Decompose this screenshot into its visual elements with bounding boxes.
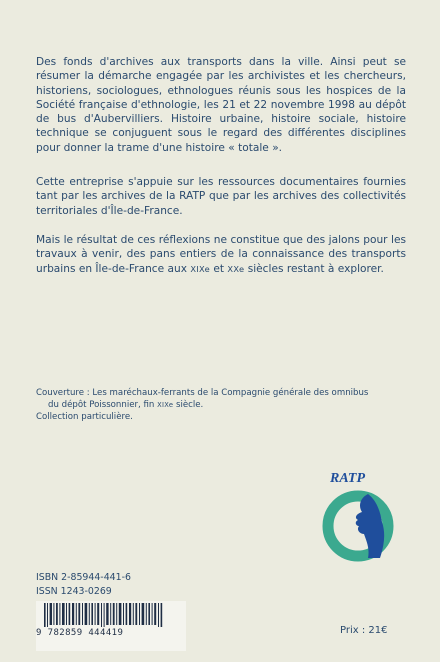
ratp-logo-icon — [310, 468, 406, 564]
description-paragraph-1: Des fonds d'archives aux transports dans la ville. Ainsi peut se résumer la démarche engagée par les archivistes et les chercheurs, historiens, sociologues, ethnologues réunis sous les hospices de la Société française d'ethnologie, les 21 et 22 novembre 1998 au dépôt de bus d'Aubervilliers. Histoire urbaine, histoire sociale, histoire technique se conjuguent sous le regard des différentes disciplines pour donner la trame d'une histoire « totale ». — [36, 56, 406, 154]
cover-credit-line-3: Collection particulière. — [36, 412, 133, 423]
isbn-number: ISBN 2-85944-441-6 — [36, 572, 131, 583]
barcode — [36, 601, 186, 651]
description-paragraph-2: Cette entreprise s'appuie sur les ressources documentaires fournies tant par les archives de la RATP que par les archives des collectivités territoriales d'Île-de-France. — [36, 176, 406, 217]
century-20: XXe — [227, 263, 245, 274]
issn-number: ISSN 1243-0269 — [36, 586, 112, 597]
cover-credit-line-1: Couverture : Les maréchaux-ferrants de la Compagnie générale des omnibus — [36, 388, 369, 398]
cover-credit-line-2: du dépôt Poissonnier, fin XIXe siècle. — [48, 400, 204, 411]
price: Prix : 21€ — [340, 625, 388, 636]
cover-credit — [36, 387, 406, 424]
description-paragraph-3: Mais le résultat de ces réflexions ne constitue que des jalons pour les travaux à venir, des pans entiers de la connaissance des transports urbains en Île-de-France aux XIXe et XXe siècles restant à explorer. — [36, 234, 406, 275]
identifiers — [36, 571, 131, 599]
barcode-digits: 9 782859 444419 — [36, 628, 124, 638]
ratp-logo-text: RATP — [330, 471, 366, 486]
century-19: XIXe — [190, 263, 210, 274]
